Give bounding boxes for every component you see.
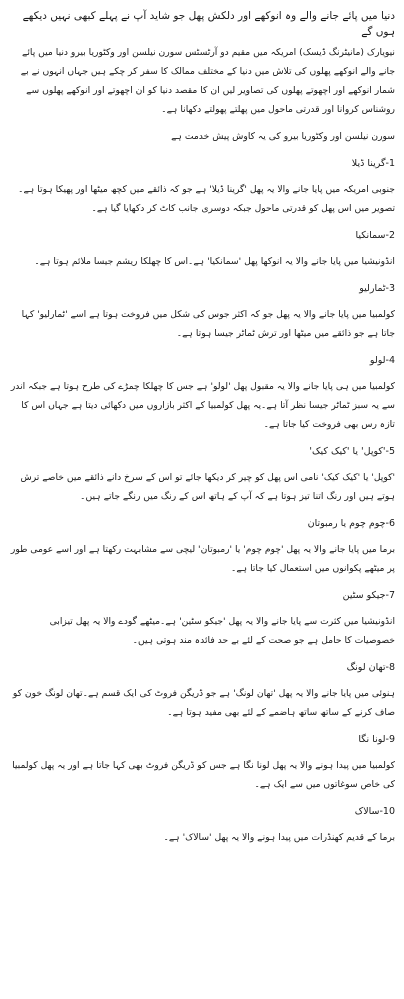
fruit-heading: 5-'کوپل' یا 'کیک کیک' [309,446,395,457]
fruit-heading: 7-جیکو سٹین [342,590,395,601]
fruit-heading: 9-لونا نگا [358,734,395,745]
fruit-item [9,804,395,847]
fruit-heading: 4-لولو [369,355,395,366]
article-intro: نیویارک (مانیٹرنگ ڈیسک) امریکہ میں مقیم دو آرٹسٹس سورن نیلسن اور وکٹوریا بیرو دنیا میں پائے جانے والے انوکھے پھلوں کی تلاش میں دنیا کے مختلف ممالک کا سفر کر چکے ہیں جہاں انہوں نے بے شمار انوکھے اور اچھوتے پھلوں کی تصاویر لیں ان کا مقصد دنیا کو ان اچھوتے اور انوکھے پھلوں سے روشناس کروانا اور قدرتی ماحول میں پھلتے پھولتے دکھانا ہے۔ [20,47,395,115]
fruit-heading: 8-تھان لونگ [346,662,395,673]
fruit-item [9,660,395,722]
fruit-description: انڈونیشیا میں کثرت سے پایا جانے والا یہ پھل 'جیکو سٹین' ہے۔میٹھے گودے والا یہ پھل تیزابی خصوصیات کا حامل ہے جو صحت کے لئے بے حد فائدہ مند ہوتی ہیں۔ [49,616,395,646]
fruit-heading: 2-سمانکیا [355,230,395,241]
fruit-description: جنوبی امریکہ میں پایا جانے والا یہ پھل 'گرینا ڈیلا' ہے جو کہ ذائقے میں کچھ میٹھا اور پھیکا ہوتا ہے۔تصویر میں اس پھل کو قدرتی ماحول جبکہ دوسری جانب کاٹ کر دکھایا گیا ہے۔ [18,184,395,214]
fruit-item [9,228,395,271]
fruit-item [9,353,395,434]
fruit-description: کولمبیا میں پیدا ہونے والا یہ پھل لونا نگا ہے جس کو ڈریگن فروٹ بھی کہا جاتا ہے اور یہ پھل کولمبیا کی خاص سوغاتوں میں سے ایک ہے۔ [12,760,395,790]
fruit-description: کولمبیا میں پایا جانے والا یہ پھل جو کہ اکثر جوس کی شکل میں فروخت ہوتا ہے اسے 'ٹمارلیو' کہا جاتا ہے جو ذائقے میں میٹھا اور ترش ٹماٹر جیسا ہوتا ہے۔ [21,309,395,339]
fruit-item [9,732,395,794]
fruit-heading: 3-ٹمارلیو [359,283,395,294]
fruit-item [9,516,395,578]
fruit-heading: 10-سالاک [354,806,395,817]
fruit-heading: 1-گرینا ڈیلا [351,158,395,169]
fruit-description: برما کے قدیم کھنڈرات میں پیدا ہونے والا یہ پھل 'سالاک' ہے۔ [163,832,395,843]
fruit-list [9,156,395,847]
fruit-description: ہنوئی میں پایا جانے والا یہ پھل 'تھان لونگ' ہے جو ڈریگن فروٹ کی ایک قسم ہے۔تھان لونگ خون کو صاف کرنے کے ساتھ ساتھ ہاضمے کے لئے بھی مفید ہوتا ہے۔ [12,688,395,718]
fruit-description: 'کوپل' یا 'کیک کیک' نامی اس پھل کو چیر کر دیکھا جائے تو اس کے سرخ دانے ذائقے میں خاصے ترش ہوتے ہیں اور رنگ اتنا تیز ہوتا ہے کہ آپ کے ہاتھ اس کے رنگ میں رنگے جاتے ہیں۔ [20,472,395,502]
fruit-item [9,156,395,218]
fruit-item [9,588,395,650]
fruit-item [9,281,395,343]
fruit-description: برما میں پایا جانے والا یہ پھل 'چوم چوم' یا 'رمبوتان' لیچی سے مشابہت رکھتا ہے اور اسے عومی طور پر میٹھے پکوانوں میں استعمال کیا جاتا ہے۔ [10,544,395,574]
article-title: دنیا میں پائے جانے والے وہ انوکھے اور دلکش پھل جو شاید آپ نے پہلے کبھی نہیں دیکھے ہوں گے [22,10,395,38]
fruit-description: کولمبیا میں ہی پایا جانے والا یہ مقبول پھل 'لولو' ہے جس کا چھلکا چمڑے کی طرح ہوتا ہے جبکہ اندر سے یہ سبز ٹماٹر جیسا نظر آتا ہے۔یہ پھل کولمبیا کے اکثر بازاروں میں دکھائی دیتا ہے جہاں اس کا تازہ رس بھی فروخت کیا جاتا ہے۔ [10,381,395,430]
fruit-description: انڈونیشیا میں پایا جانے والا یہ انوکھا پھل 'سمانکیا' ہے۔اس کا چھلکا ریشم جیسا ملائم ہوتا ہے۔ [34,256,395,267]
fruit-heading: 6-چوم چوم یا رمبوتان [307,518,395,529]
article-subintro: سورن نیلسن اور وکٹوریا بیرو کی یہ کاوش پیش خدمت ہے [171,131,395,142]
fruit-item [9,444,395,506]
